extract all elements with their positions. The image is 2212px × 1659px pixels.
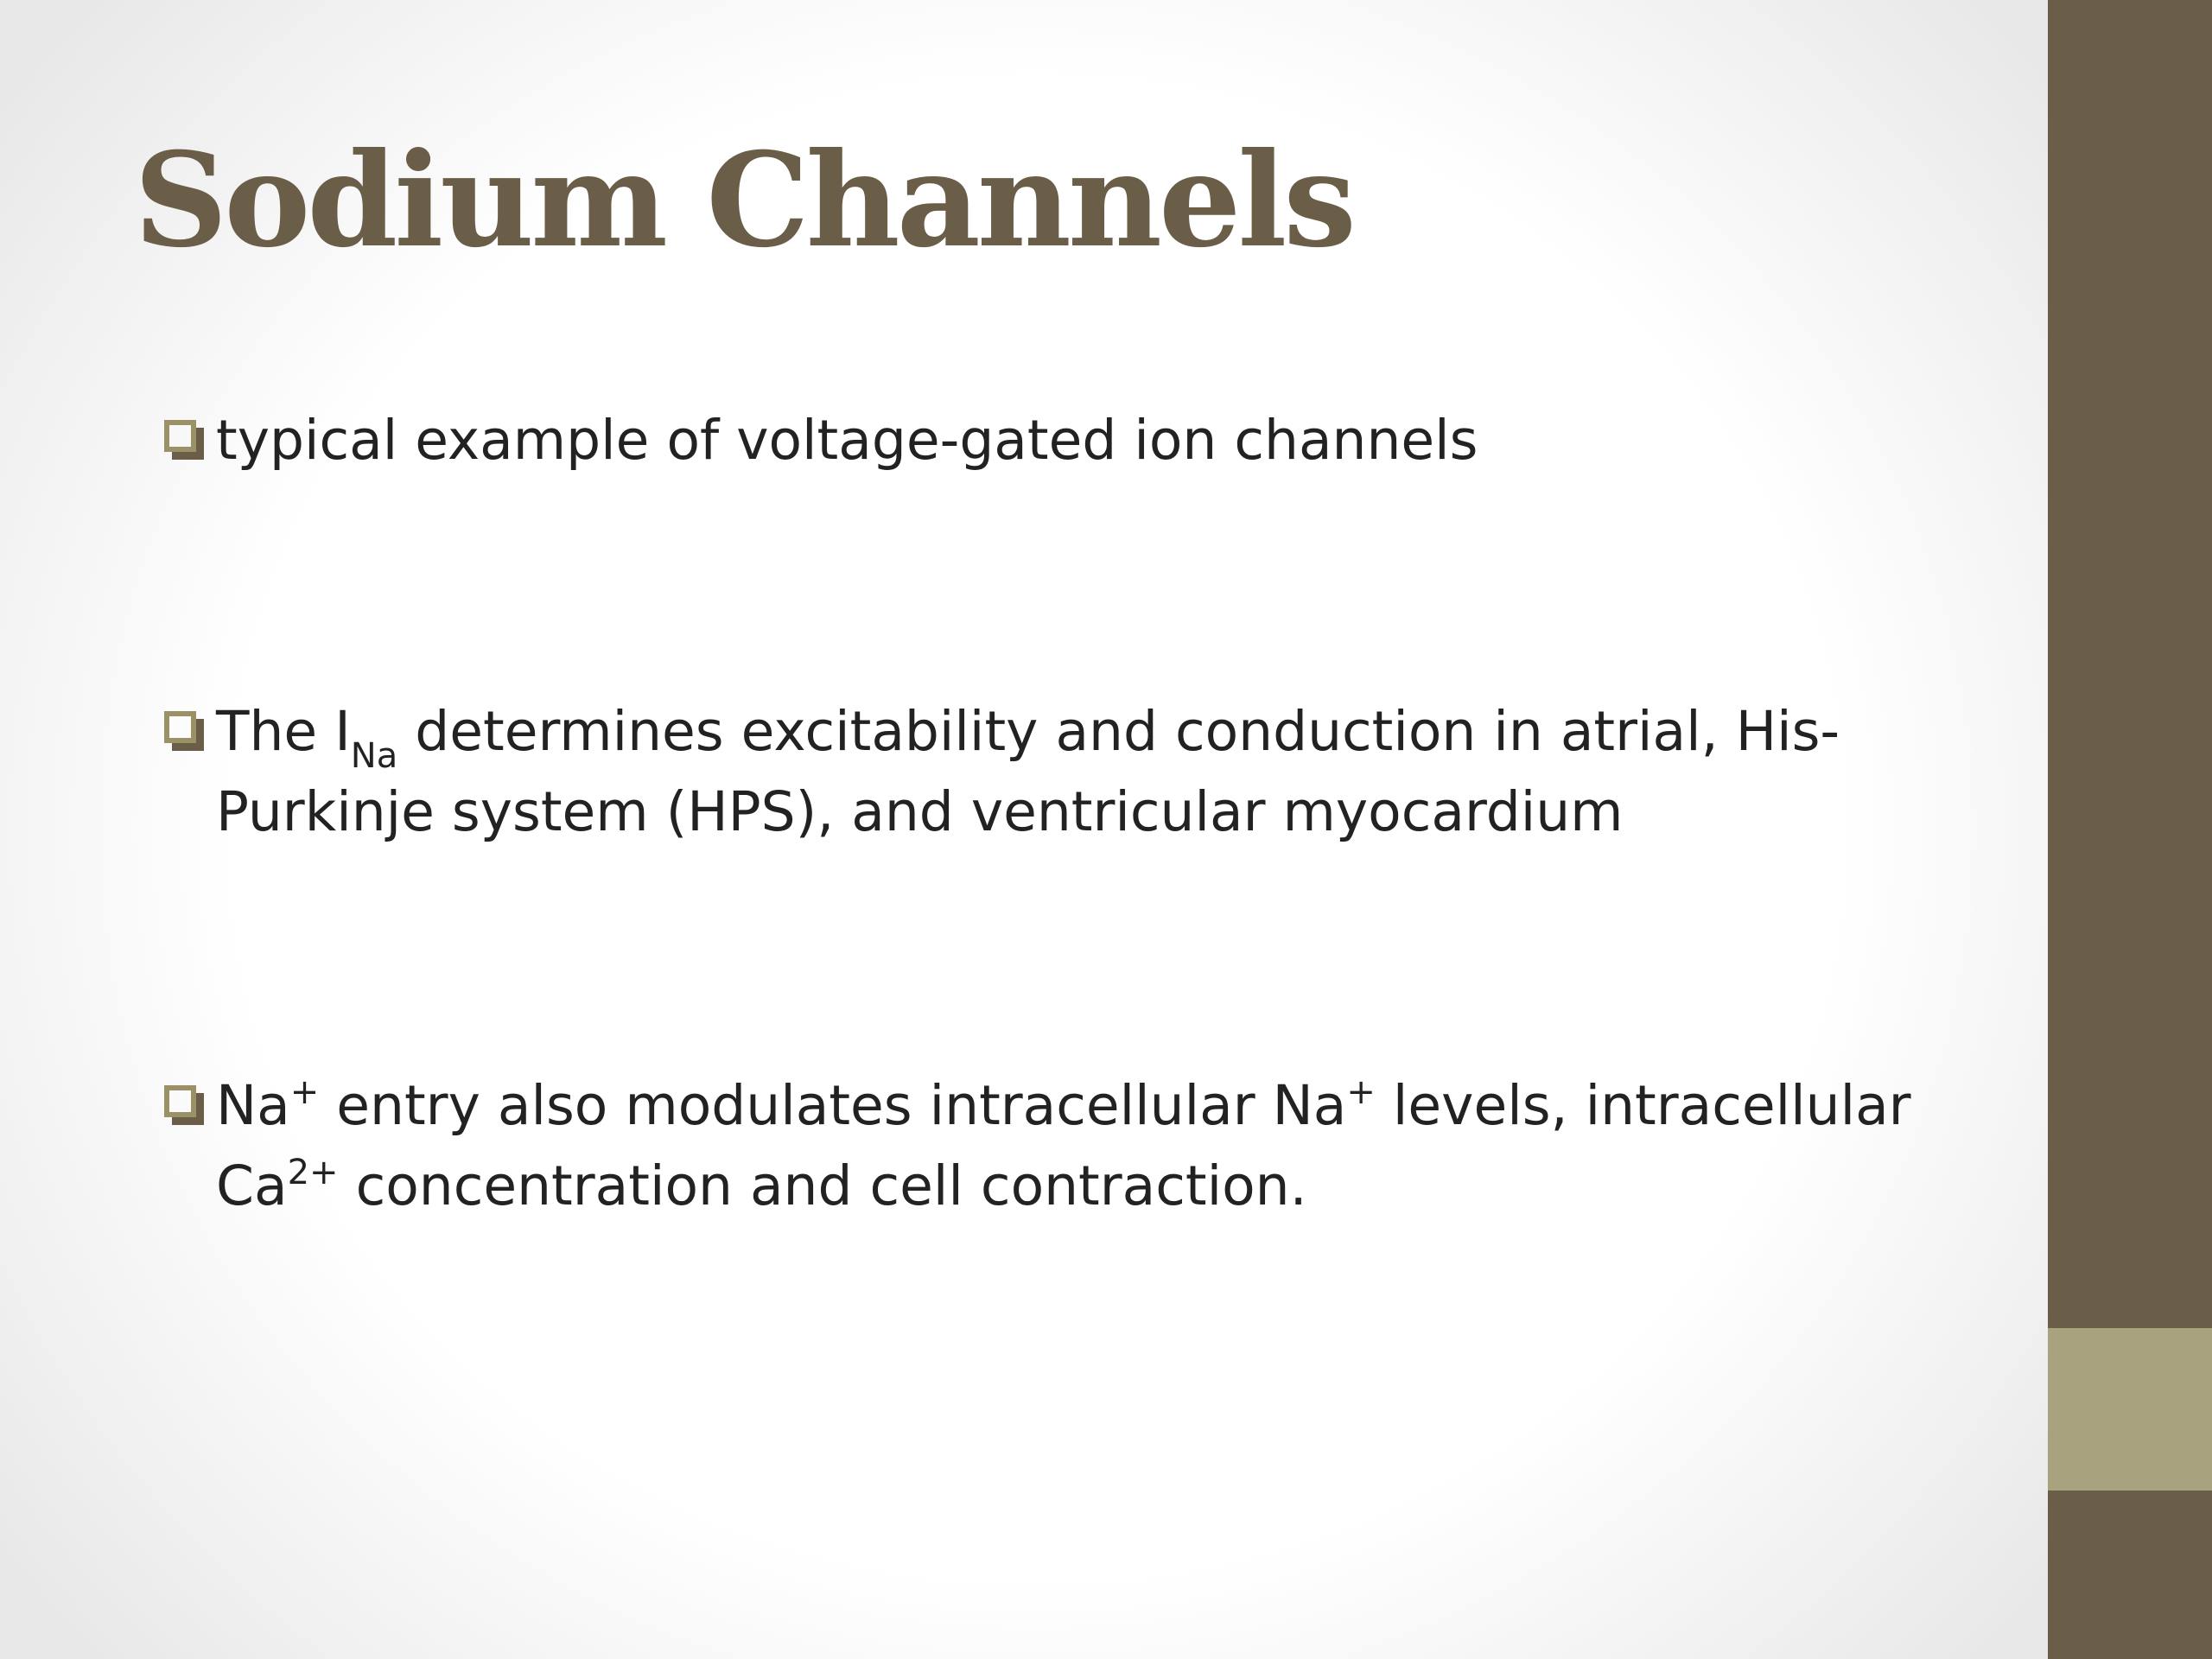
bullet-3-superscript-3: 2+ [287,1153,339,1192]
bullet-item-3 [164,1065,1936,1226]
bullet-item-1 [164,400,1936,480]
bullet-3-part2: entry also modulates intracellular Na [319,1074,1347,1137]
side-accent-decoration [2048,1328,2212,1491]
square-bullet-icon [164,1085,209,1130]
bullet-3-part1: Na [216,1074,290,1137]
bullet-text-2 [164,691,1936,852]
bullet-text-1 [164,400,1936,480]
bullet-3-superscript-1: + [289,1072,320,1112]
bullet-text-3 [164,1065,1936,1226]
square-bullet-icon [164,420,209,465]
bullet-item-2 [164,691,1936,852]
bullet-2-subscript: Na [350,736,398,776]
bullet-2-part1: The I [216,700,351,763]
square-bullet-icon [164,711,209,756]
bullet-3-superscript-2: + [1346,1072,1376,1112]
bullet-3-part4: concentration and cell contraction. [338,1154,1307,1217]
bullet-2-part2: determines excitability and conduction in atrial, His-Purkinje system (HPS), and ventricular myocardium [216,700,1840,843]
bullet-1-text: typical example of voltage-gated ion channels [216,409,1478,472]
slide-title: Sodium Channels [134,124,1353,276]
bullet-3-part3: levels, intracellular Ca [216,1074,1911,1217]
